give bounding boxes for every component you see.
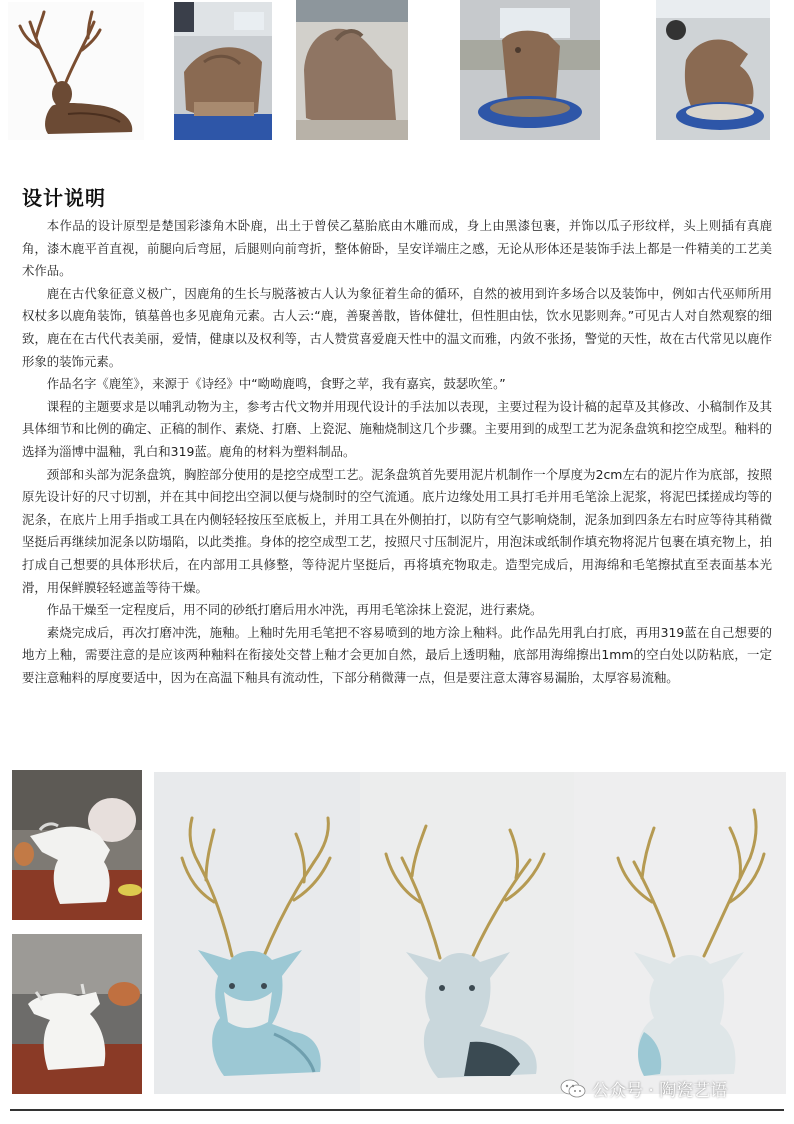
lacquer-deer-photo xyxy=(8,2,144,140)
glazed-deer-photo-front xyxy=(154,772,360,1094)
watermark-text: 公众号 · 陶瓷艺语 xyxy=(592,1081,728,1101)
paragraph-course-process: 课程的主题要求是以哺乳动物为主，参考古代文物并用现代设计的手法加以表现，主要过程为设计稿的起草及其修改、小稿制作及其具体细节和比例的确定、正稿的制作、素烧、打磨、上瓷泥、施釉烧制这几个步骤。主要用到的成型工艺为泥条盘筑和挖空成型。釉料的选择为淄博中温釉，乳白和319蓝。鹿角的材料为塑料制品。 xyxy=(22,398,772,459)
bottom-divider xyxy=(10,1109,784,1111)
sketch-photo-1 xyxy=(174,2,272,140)
section-title: 设计说明 xyxy=(22,186,106,210)
watermark xyxy=(560,1076,727,1101)
sketch-photo-4 xyxy=(656,0,770,140)
paragraph-title-origin: 作品名字《鹿笙》，来源于《诗经》中“呦呦鹿鸣，食野之苹，我有嘉宾，鼓瑟吹笙。” xyxy=(46,376,506,392)
sketch-photo-3 xyxy=(460,0,600,140)
paragraph-glazing: 素烧完成后，再次打磨冲洗，施釉。上釉时先用毛笔把不容易喷到的地方涂上釉料。此作品先用乳白打底，再用319蓝在自己想要的地方上釉，需要注意的是应该两种釉料在衔接处交替上釉才会更加自然，最后上透明釉，底部用海绵擦出1mm的空白处以防粘底，一定要注意釉料的厚度要适中，因为在高温下釉具有流动性，下部分稍微薄一点，但是要注意太薄容易漏胎，太厚容易流釉。 xyxy=(22,624,772,685)
paragraph-forming-technique: 颈部和头部为泥条盘筑，胸腔部分使用的是挖空成型工艺。泥条盘筑首先要用泥片机制作一个厚度为2cm左右的泥片作为底部，按照原先设计好的尺寸切割，并在其中间挖出空洞以便与烧制时的空气流通。底片边缘处用工具打毛并用毛笔涂上泥浆，将泥巴揉搓成均等的泥条，在底片上用手指或工具在内侧轻轻按压至底板上，并用工具在外侧拍打，以防有空气影响烧制，泥条加到四条左右时应等待其稍微坚挺后再继续加泥条以防塌陷，以此类推。身体的挖空成型工艺，按照尺寸压制泥片，用泡沫或纸制作填充物将泥片包裹在填充物上，拍打成自己想要的具体形状后，在内部用工具修整，等待泥片坚挺后，再将填充物取走。造型完成后，用海绵和毛笔擦拭直至表面基本光滑，用保鲜膜轻轻遮盖等待干燥。 xyxy=(22,466,772,595)
bisque-deer-photo-2 xyxy=(12,934,142,1094)
paragraph-symbolism: 鹿在古代象征意义极广，因鹿角的生长与脱落被古人认为象征着生命的循环，自然的被用到许多场合以及装饰中，例如古代巫师所用权杖多以鹿角装饰，镇墓兽也多见鹿角元素。古人云:“鹿，善聚善散，皆体健壮，但性胆由怯，饮水见影则奔。”可见古人对自然观察的细致，鹿在在古代代表美丽，爱情，健康以及权利等，古人赞赏喜爱鹿天性中的温文而雅，内敛不张扬，警觉的天性，故在古代常见以鹿作形象的装饰元素。 xyxy=(22,285,772,369)
wechat-icon xyxy=(560,1079,586,1099)
paragraph-prototype: 本作品的设计原型是楚国彩漆角木卧鹿，出土于曾侯乙墓胎底由木雕而成，身上由黑漆包裹，并饰以瓜子形纹样，头上则插有真鹿角，漆木鹿平首直视，前腿向后弯屈，后腿则向前弯折，整体俯卧，呈安详端庄之感，无论从形体还是装饰手法上都是一件精美的工艺美术作品。 xyxy=(22,218,772,279)
bisque-deer-photo-1 xyxy=(12,770,142,920)
glazed-deer-photo-side xyxy=(360,772,574,1094)
glazed-deer-photo-back xyxy=(574,772,786,1094)
paragraph-bisque-firing: 作品干燥至一定程度后，用不同的砂纸打磨后用水冲洗，再用毛笔涂抹上瓷泥，进行素烧。 xyxy=(46,602,543,618)
design-description xyxy=(22,215,772,689)
sketch-photo-2 xyxy=(296,0,408,140)
